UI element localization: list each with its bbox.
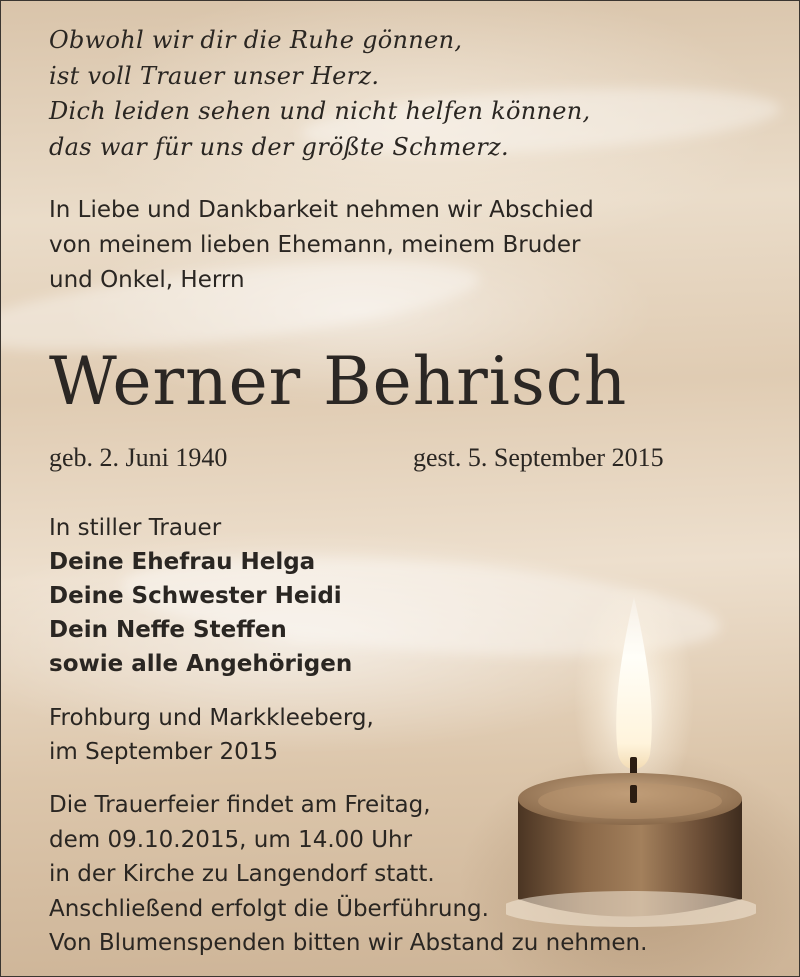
birth-date: geb. 2. Juni 1940 (49, 443, 228, 472)
poem-line: ist voll Trauer unser Herz. (49, 61, 380, 90)
intro-line: In Liebe und Dankbarkeit nehmen wir Abschied (49, 197, 594, 223)
mourner-name: Deine Schwester Heidi (49, 583, 342, 609)
mourners-heading: In stiller Trauer (49, 515, 222, 541)
poem-line: das war für uns der größte Schmerz. (49, 132, 509, 161)
funeral-line: Die Trauerfeier findet am Freitag, (49, 792, 431, 818)
funeral-details (49, 788, 647, 961)
place-line: Frohburg und Markkleeberg, (49, 705, 374, 731)
mourners (49, 511, 352, 681)
funeral-line: dem 09.10.2015, um 14.00 Uhr (49, 826, 413, 853)
funeral-line: Von Blumenspenden bitten wir Abstand zu nehmen. (49, 930, 648, 956)
mourner-name: Dein Neffe Steffen (49, 617, 287, 643)
intro-line: und Onkel, Herrn (49, 267, 245, 293)
funeral-line: in der Kirche zu Langendorf statt. (49, 861, 435, 887)
mourner-name: sowie alle Angehörigen (49, 651, 353, 677)
funeral-line: Anschließend erfolgt die Überführung. (49, 895, 489, 922)
mourner-name: Deine Ehefrau Helga (49, 549, 316, 575)
place-line: im September 2015 (49, 739, 279, 765)
farewell-intro (49, 193, 594, 298)
intro-line: von meinem lieben Ehemann, meinem Bruder (49, 232, 581, 258)
poem-line: Obwohl wir dir die Ruhe gönnen, (49, 26, 463, 54)
deceased-name: Werner Behrisch (49, 343, 628, 420)
place-and-date (49, 701, 374, 769)
poem (49, 23, 590, 165)
poem-line: Dich leiden sehen und nicht helfen können, (49, 97, 591, 125)
death-date: gest. 5. September 2015 (413, 443, 664, 472)
